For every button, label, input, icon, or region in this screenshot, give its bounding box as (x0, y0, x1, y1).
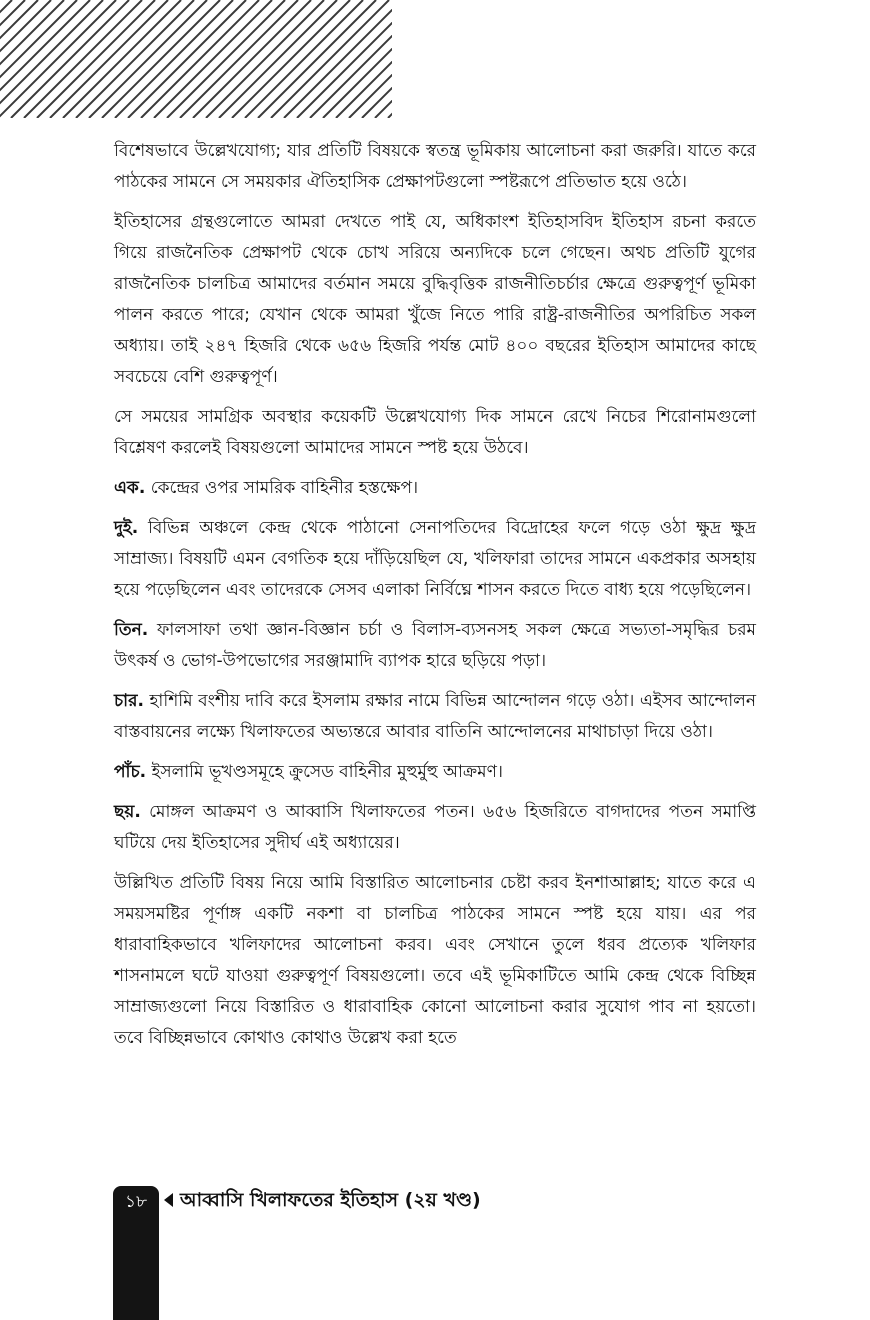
hatch-line (180, 0, 298, 118)
list-item-two (114, 513, 756, 606)
paragraph-text: বিশেষভাবে উল্লেখযোগ্য; যার প্রতিটি বিষয়কে স্বতন্ত্র ভূমিকায় আলোচনা করা জরুরি। যাতে করে পাঠকের সামনে সে সময়কার ঐতিহাসিক প্রেক্ষাপটগুলো স্পষ্টরূপে প্রতিভাত হয়ে ওঠে। (114, 141, 756, 192)
hatch-line (50, 0, 168, 118)
hatch-line (128, 0, 246, 118)
paragraph-text: উল্লিখিত প্রতিটি বিষয় নিয়ে আমি বিস্তারিত আলোচনার চেষ্টা করব ইনশাআল্লাহ; যাতে করে এ সময়সমষ্টির পূর্ণাঙ্গ একটি নকশা বা চালচিত্র পাঠকের সামনে স্পষ্ট হয়ে যায়। এর পর ধারাবাহিকভাবে খলিফাদের আলোচনা করব। এবং সেখানে তুলে ধরব প্রত্যেক খলিফার শাসনামলে ঘটে যাওয়া গুরুত্বপূর্ণ বিষয়গুলো। তবে এই ভূমিকাটিতে আমি কেন্দ্র থেকে বিচ্ছিন্ন সাম্রাজ্যগুলো নিয়ে বিস্তারিত ও ধারাবাহিক কোনো আলোচনা করার সুযোগ পাব না হয়তো। তবে বিচ্ছিন্নভাবে কোথাও কোথাও উল্লেখ করা হতে (114, 873, 756, 1048)
hatch-line (193, 0, 311, 118)
paragraph-headings-intro (114, 402, 756, 464)
page-body (114, 136, 756, 1063)
item-text: বিভিন্ন অঞ্চলে কেন্দ্র থেকে পাঠানো সেনাপতিদের বিদ্রোহের ফলে গড়ে ওঠা ক্ষুদ্র ক্ষুদ্র সাম্রাজ্য। বিষয়টি এমন বেগতিক হয়ে দাঁড়িয়েছিল যে, খলিফারা তাদের সামনে একপ্রকার অসহায় হয়ে পড়েছিলেন এবং তাদেরকে সেসব এলাকা নির্বিঘ্নে শাসন করতে দিতে বাধ্য হয়ে পড়েছিলেন। (114, 518, 756, 600)
hatch-line (245, 0, 363, 118)
hatch-line (76, 0, 194, 118)
paragraph-text: সে সময়ের সামগ্রিক অবস্থার কয়েকটি উল্লেখযোগ্য দিক সামনে রেখে নিচের শিরোনামগুলো বিশ্লেষণ করলেই বিষয়গুলো আমাদের সামনে স্পষ্ট হয়ে উঠবে। (114, 407, 756, 458)
item-label: তিন. (114, 620, 149, 640)
hatch-line (63, 0, 181, 118)
item-text: কেন্দ্রের ওপর সামরিক বাহিনীর হস্তক্ষেপ। (145, 478, 419, 498)
hatch-line (115, 0, 233, 118)
hatch-line (11, 0, 129, 118)
hatch-line (102, 0, 220, 118)
hatch-line (24, 0, 142, 118)
hatch-line (206, 0, 324, 118)
hatch-line (232, 0, 350, 118)
paragraph-historians (114, 207, 756, 393)
hatch-line (219, 0, 337, 118)
hatch-line (37, 0, 155, 118)
list-item-one (114, 473, 756, 504)
item-text: হাশিমি বংশীয় দাবি করে ইসলাম রক্ষার নামে বিভিন্ন আন্দোলন গড়ে ওঠা। এইসব আন্দোলন বাস্তবায়নের লক্ষ্যে খিলাফতের অভ্যন্তরে আবার বাতিনি আন্দোলনের মাথাচাড়া দিয়ে ওঠা। (114, 691, 756, 742)
hatch-line (271, 0, 389, 118)
item-label: এক. (114, 478, 146, 498)
item-label: দুই. (114, 518, 139, 538)
hatch-line (154, 0, 272, 118)
hatch-line (167, 0, 285, 118)
item-text: মোঙ্গল আক্রমণ ও আব্বাসি খিলাফতের পতন। ৬৫৬ হিজরিতে বাগদাদের পতন সমাপ্তি ঘটিয়ে দেয় ইতিহাসের সুদীর্ঘ এই অধ্যায়ের। (114, 802, 756, 853)
item-label: পাঁচ. (114, 762, 147, 782)
hatch-line (258, 0, 376, 118)
item-text: ফালসাফা তথা জ্ঞান-বিজ্ঞান চর্চা ও বিলাস-ব্যসনসহ সকল ক্ষেত্রে সভ্যতা-সমৃদ্ধির চরম উৎকর্ষ ও ভোগ-উপভোগের সরঞ্জামাদি ব্যাপক হারে ছড়িয়ে পড়া। (114, 620, 756, 671)
item-label: ছয়. (114, 802, 141, 822)
item-text: ইসলামি ভূখণ্ডসমূহে ক্রুসেড বাহিনীর মুহুর্মুহু আক্রমণ। (146, 762, 503, 782)
page-number: ১৮ (124, 1192, 148, 1212)
hatch-line (0, 0, 77, 118)
item-label: চার. (114, 691, 144, 711)
list-item-three (114, 615, 756, 677)
list-item-six (114, 797, 756, 859)
paragraph-text: ইতিহাসের গ্রন্থগুলোতে আমরা দেখতে পাই যে, অধিকাংশ ইতিহাসবিদ ইতিহাস রচনা করতে গিয়ে রাজনৈতিক প্রেক্ষাপট থেকে চোখ সরিয়ে অন্যদিকে চলে গেছেন। অথচ প্রতিটি যুগের রাজনৈতিক চালচিত্র আমাদের বর্তমান সময়ে বুদ্ধিবৃত্তিক রাজনীতিচর্চার ক্ষেত্রে গুরুত্বপূর্ণ ভূমিকা পালন করতে পারে; যেখান থেকে আমরা খুঁজে নিতে পারি রাষ্ট্র-রাজনীতির অপরিচিত সকল অধ্যায়। তাই ২৪৭ হিজরি থেকে ৬৫৬ হিজরি পর্যন্ত মোট ৪০০ বছরের ইতিহাস আমাদের কাছে সবচেয়ে বেশি গুরুত্বপূর্ণ। (114, 212, 756, 387)
paragraph-intro (114, 136, 756, 198)
paragraph-closing (114, 868, 756, 1054)
hatch-line (141, 0, 259, 118)
list-item-five (114, 757, 756, 788)
list-item-four (114, 686, 756, 748)
hatch-line (89, 0, 207, 118)
corner-hatch-decoration (0, 0, 392, 118)
running-footer-title: আব্বাসি খিলাফতের ইতিহাস (২য় খণ্ড) (180, 1189, 481, 1211)
hatch-line (284, 0, 392, 118)
left-triangle-icon (164, 1193, 173, 1207)
